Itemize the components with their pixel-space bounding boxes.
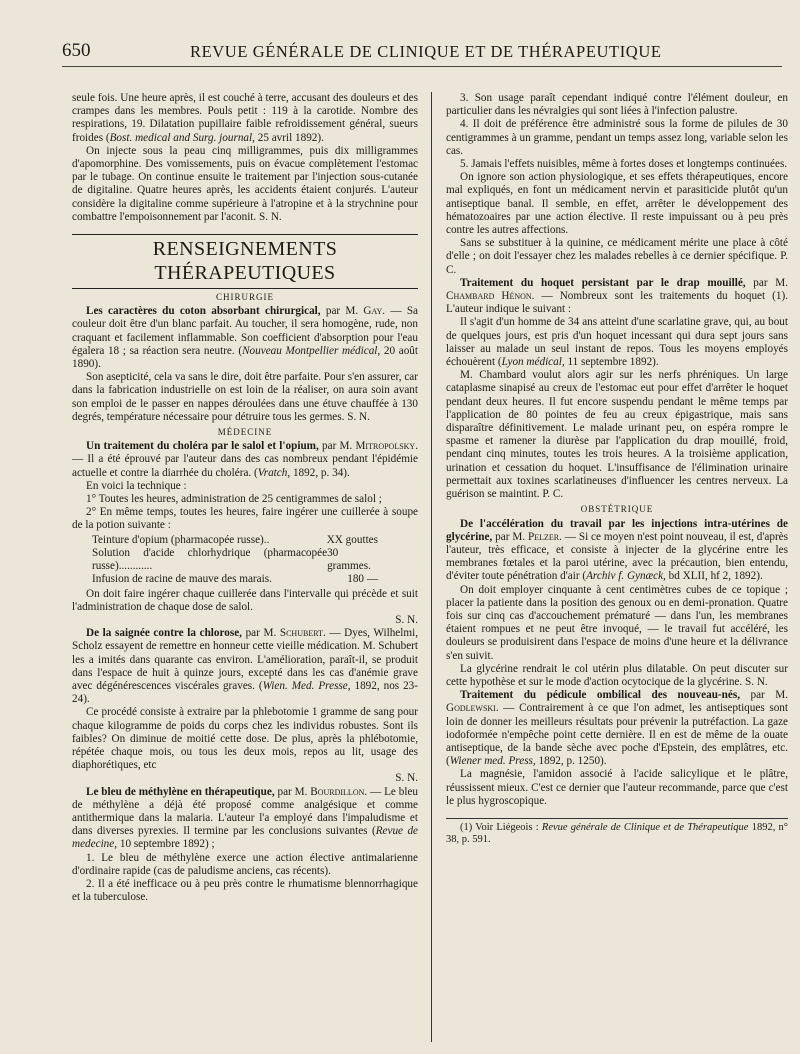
article-title: Un traitement du choléra par le salol et l'opium,: [86, 440, 319, 453]
paragraph: M. Chambard voulut alors agir sur les nerfs phréniques. Un large cataplasme sinapisé au creux de l'estomac eut pour effet d'arrêter le hoquet pendant deux heures. Il fut encore suspendu pendant le même temps par l'application de 80 pointes de feu au creux épigastrique, mais sans disparaître définitivement. Le malade urinant peu, on espéra rompre le spasme et ramener la diurèse par l'application du drap mouillé, froid, pendant cinq minutes, toutes les trois heures. A la troisième application, urination et cessation du hoquet. L'insuffisance de l'élimination urinaire permettait aux toxines scarlatineuses d'influencer les centres nerveux. La guérison se maintint. P. C.: [446, 369, 788, 501]
list-item: 1° Toutes les heures, administration de 25 centigrammes de salol ;: [86, 493, 382, 506]
footnote: (1) Voir Liégeois : Revue générale de Clinique et de Thérapeutique 1892, n° 38, p. 591.: [446, 818, 788, 847]
formula-row: Infusion de racine de mauve des marais. 180 —: [92, 573, 378, 586]
article-author: Chambard Hénon.: [446, 290, 535, 303]
list-item: 5. Jamais l'effets nuisibles, même à fortes doses et longtemps continuées.: [460, 158, 788, 171]
paragraph: En voici la technique :: [86, 479, 187, 492]
paragraph: On doit employer cinquante à cent centimètres cubes de ce topique ; placer la patiente dans la position des genoux ou en demi-pronation. Quatre fois sur cinq cas d'accouchement prématuré — dans l'un, les membranes étaient rompues et ne peut être invoqué, — le travail fut accéléré, les douleurs se produisirent dans l'espace de moins d'une heure et la délivrance s'en suivit.: [446, 583, 788, 662]
article-author: Pelzer.: [527, 530, 562, 543]
article-author: Bourdillon.: [310, 785, 368, 798]
article: De la saignée contre la chlorose, par M. Schubert. — Dyes, Wilhelmi, Scholz essayent de remettre en honneur cette vieille médication. M. Schubert les a imités dans quarante cas environ. L'amélioration, paraît-il, se produit dans l'espace de huit à quinze jours, excepté dans les cas d'anémie grave avec dégénérescences viscérales graves. (Wien. Med. Presse, 1892, nos 23-24).: [72, 627, 418, 706]
article: Traitement du hoquet persistant par le drap mouillé, par M. Chambard Hénon. — Nombreux sont les traitements du hoquet (1). L'auteur indique le suivant :: [446, 276, 789, 316]
signature: S. N.: [395, 772, 418, 785]
paragraph: La magnésie, l'amidon associé à l'acide salicylique et le plâtre, réussissent mieux. C'est ce dernier que l'auteur recommande, parce que c'est le plus hygroscopique.: [446, 768, 788, 807]
column-divider: [431, 92, 432, 1042]
paragraph: Il s'agit d'un homme de 34 ans atteint d'une scarlatine grave, qui, au bout de quelques jours, est pris d'un hoquet incessant qui dura sept jours sans laisser au malade un seul instant de repos. Tous les moyens employés échouèrent (Lyon médical, 11 septembre 1892).: [446, 316, 788, 369]
signature: S. N.: [745, 675, 768, 688]
signature: P. C.: [446, 250, 788, 276]
article: De l'accélération du travail par les injections intra-utérines de glycérine, par M. Pelzer. — Si ce moyen n'est point nouveau, il est, d'après l'auteur, très efficace, et consiste à injecter de la glycérine entre les membranes fœtales et la paroi utérine, avec la précaution, bien entendu, d'éviter toute pénétration d'air (Archiv f. Gynæck, bd XLII, hf 2, 1892).: [446, 517, 788, 583]
article-author: Schubert.: [279, 627, 326, 640]
signature: S. N.: [259, 210, 282, 223]
article-title: De la saignée contre la chlorose,: [86, 627, 242, 640]
signature: S. N.: [395, 613, 418, 626]
list-item: 3. Son usage paraît cependant indiqué contre l'élément douleur, en particulier dans les névralgies qui sont liées à l'infection palustre.: [446, 92, 788, 118]
article: Un traitement du choléra par le salol et l'opium, par M. Mitropolsky. — Il a été éprouvé par l'auteur dans des cas nombreux pendant l'épidémie actuelle et contre la diarrhée du choléra. (Vratch, 1892, p. 34).: [72, 440, 419, 479]
article: Les caractères du coton absorbant chirurgical, par M. Gay. — Sa couleur doit être d'un blanc parfait. Au toucher, il sera homogène, rude, non craquant et facilement inflammable. Son coefficient d'absorption pour l'eau égalera 18 ; sa réaction sera neutre. (Nouveau Montpellier médical, 20 août 1890).: [72, 305, 419, 371]
article-title: Traitement du pédicule ombilical des nouveau-nés,: [460, 689, 740, 702]
paragraph: On doit faire ingérer chaque cuillerée dans l'intervalle qui précède et suit l'administration de chaque dose de salol.: [72, 587, 418, 613]
section-main-title: RENSEIGNEMENTS THÉRAPEUTIQUES: [72, 234, 418, 289]
article-author: Mitropolsky.: [355, 440, 419, 453]
article-author: Gay.: [363, 305, 386, 318]
paragraph: Sans se substituer à la quinine, ce médicament mérite une place à côté d'elle ; on doit l'essayer chez les malades rebelles à ce dernier spécifique. P. C.: [446, 237, 788, 276]
section-heading: CHIRURGIE: [216, 292, 274, 303]
signature: S. N.: [347, 410, 370, 423]
list-item: 4. Il doit de préférence être administré sous la forme de pilules de 30 centigrammes à un gramme, pendant un temps assez long, variable selon les cas.: [446, 118, 788, 157]
list-item: 2° En même temps, toutes les heures, faire ingérer une cuillerée à soupe de la potion suivante :: [72, 506, 418, 532]
left-column: [72, 92, 418, 904]
article-title: Traitement du hoquet persistant par le drap mouillé,: [460, 276, 746, 289]
list-item: 1. Le bleu de méthylène exerce une action élective antimalarienne d'ordinaire rapide (cas de paludisme anciens, cas récents).: [72, 851, 418, 877]
page-number: 650: [62, 40, 91, 61]
page-header: [62, 40, 782, 67]
article: Traitement du pédicule ombilical des nouveau-nés, par M. Godlewski. — Contrairement à ce que l'on admet, les antiseptiques sont loin de donner les meilleurs résultats pour prévenir la putréfaction. La gaze iodoformée n'empêche point cette dernière. Il en est de même de la ouate antiseptique, de la bande sèche avec poche d'Epstein, des emplâtres, etc. (Wiener med. Press, 1892, p. 1250).: [446, 689, 788, 768]
paragraph: Son asepticité, cela va sans le dire, doit être parfaite. Pour s'en assurer, car dans la fabrication industrielle on est loin de la réaliser, on aura soin avant son emploi de le passer en nappes déroulées dans une étuve chauffée à 130 degrés, température nécessaire pour détruire tous les germes. S. N.: [72, 371, 418, 423]
paragraph: On ignore son action physiologique, et ses effets thérapeutiques, encore mal expliqués, en font un médicament nervin et parasiticide plutôt qu'un antiseptique banal. Il semble, en effet, arrêter le développement des hématozoaires par une action élective. Il reste impuissant ou à peu près contre les autres affections.: [446, 171, 788, 237]
article-title: De l'accélération du travail par les injections intra-utérines de glycérine,: [446, 517, 788, 543]
article-title: Les caractères du coton absorbant chirurgical,: [86, 305, 321, 318]
article: Le bleu de méthylène en thérapeutique, par M. Bourdillon. — Le bleu de méthylène a déjà été proposé comme analgésique et comme antithermique dans la malaria. L'auteur l'a employé dans l'impaludisme et dans diverses pyrexies. Il termine par les conclusions suivantes (Revue de medecine, 10 septembre 1892) ;: [72, 785, 419, 851]
right-column: [446, 92, 788, 847]
section-heading: MÉDECINE: [217, 427, 273, 438]
running-title: REVUE GÉNÉRALE DE CLINIQUE ET DE THÉRAPEUTIQUE: [190, 42, 662, 61]
paragraph: On injecte sous la peau cinq milligrammes, puis dix milligrammes d'apomorphine. Des vomissements, puis on évacue complètement l'estomac par le tubage. On continue ensuite le traitement par l'injection sous-cutanée de digitaline. Quatre heures après, les accidents étaient conjurés. L'auteur considère la digitaline comme supérieure à l'atropine et à la strychnine pour combattre l'empoisonnement par l'aconit. S. N.: [72, 144, 418, 223]
section-heading: OBSTÉTRIQUE: [580, 504, 654, 515]
article-title: Le bleu de méthylène en thérapeutique,: [86, 785, 275, 798]
formula-row: Solution d'acide chlorhydrique (pharmacopée russe)............ 30 grammes.: [92, 546, 371, 573]
paragraph: Ce procédé consiste à extraire par la phlebotomie 1 gramme de sang pour chaque kilogramme de poids du corps chez les individus robustes. Sont ils faibles? On diminue de moitié cette dose. De plus, après la phlébotomie, répétée chaque mois, ou tous les deux mois, repos au lit, usage des diaphorétiques, etc: [72, 706, 418, 772]
paragraph: seule fois. Une heure après, il est couché à terre, accusant des douleurs et des crampes dans les membres. Pouls petit : 119 à la carotide. Nombre des respirations, 19. Dilatation pupillaire faible refroidissement général, sueurs froides (Bost. medical and Surg. journal, 25 avril 1892).: [72, 92, 418, 144]
list-item: 2. Il a été inefficace ou à peu près contre le rhumatisme blennorrhagique et la tuberculose.: [72, 877, 418, 904]
signature: P. C.: [542, 488, 564, 501]
formula-row: Teinture d'opium (pharmacopée russe).. XX gouttes: [92, 533, 378, 546]
article-author: Godlewski.: [446, 702, 499, 715]
formula: [92, 534, 418, 587]
paragraph: La glycérine rendrait le col utérin plus dilatable. On peut discuter sur cette hypothèse et sur le mode d'action ocytocique de la glycérine. S. N.: [446, 662, 788, 688]
